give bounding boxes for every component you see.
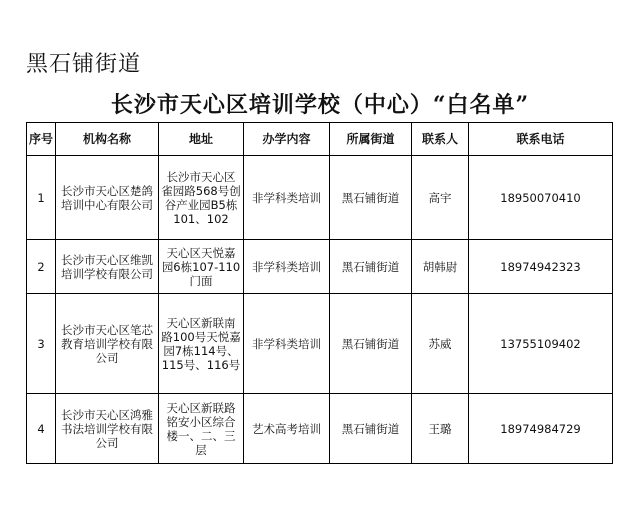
header-phone: 联系电话 xyxy=(469,123,613,156)
cell-street: 黑石铺街道 xyxy=(330,394,412,464)
header-street: 所属街道 xyxy=(330,123,412,156)
cell-org: 长沙市天心区维凯培训学校有限公司 xyxy=(56,240,159,294)
cell-content: 艺术高考培训 xyxy=(244,394,330,464)
cell-contact: 苏威 xyxy=(412,294,469,394)
cell-content: 非学科类培训 xyxy=(244,294,330,394)
cell-seq: 4 xyxy=(27,394,56,464)
cell-street: 黑石铺街道 xyxy=(330,294,412,394)
header-contact: 联系人 xyxy=(412,123,469,156)
cell-phone: 18950070410 xyxy=(469,156,613,240)
cell-content: 非学科类培训 xyxy=(244,240,330,294)
table-row xyxy=(27,156,613,240)
header-org: 机构名称 xyxy=(56,123,159,156)
header-seq: 序号 xyxy=(27,123,56,156)
header-content: 办学内容 xyxy=(244,123,330,156)
table-row xyxy=(27,294,613,394)
cell-phone: 13755109402 xyxy=(469,294,613,394)
whitelist-table xyxy=(26,122,613,464)
cell-phone: 18974984729 xyxy=(469,394,613,464)
table-header-row xyxy=(27,123,613,156)
table-row xyxy=(27,240,613,294)
cell-addr: 天心区天悦嘉园6栋107-110门面 xyxy=(159,240,244,294)
cell-addr: 长沙市天心区雀园路568号创谷产业园B5栋101、102 xyxy=(159,156,244,240)
cell-contact: 王璐 xyxy=(412,394,469,464)
cell-contact: 胡韩尉 xyxy=(412,240,469,294)
cell-phone: 18974942323 xyxy=(469,240,613,294)
cell-seq: 2 xyxy=(27,240,56,294)
street-heading: 黑石铺街道 xyxy=(26,52,142,77)
cell-addr: 天心区新联南路100号天悦嘉园7栋114号、115号、116号 xyxy=(159,294,244,394)
cell-street: 黑石铺街道 xyxy=(330,240,412,294)
header-addr: 地址 xyxy=(159,123,244,156)
cell-org: 长沙市天心区楚鸽培训中心有限公司 xyxy=(56,156,159,240)
cell-seq: 3 xyxy=(27,294,56,394)
cell-contact: 高宇 xyxy=(412,156,469,240)
document-title: 长沙市天心区培训学校（中心）“白名单” xyxy=(110,92,530,118)
cell-addr: 天心区新联路铭安小区综合楼一、二、三层 xyxy=(159,394,244,464)
cell-seq: 1 xyxy=(27,156,56,240)
cell-org: 长沙市天心区鸿雅书法培训学校有限公司 xyxy=(56,394,159,464)
cell-street: 黑石铺街道 xyxy=(330,156,412,240)
cell-content: 非学科类培训 xyxy=(244,156,330,240)
table-row xyxy=(27,394,613,464)
cell-org: 长沙市天心区笔芯教育培训学校有限公司 xyxy=(56,294,159,394)
